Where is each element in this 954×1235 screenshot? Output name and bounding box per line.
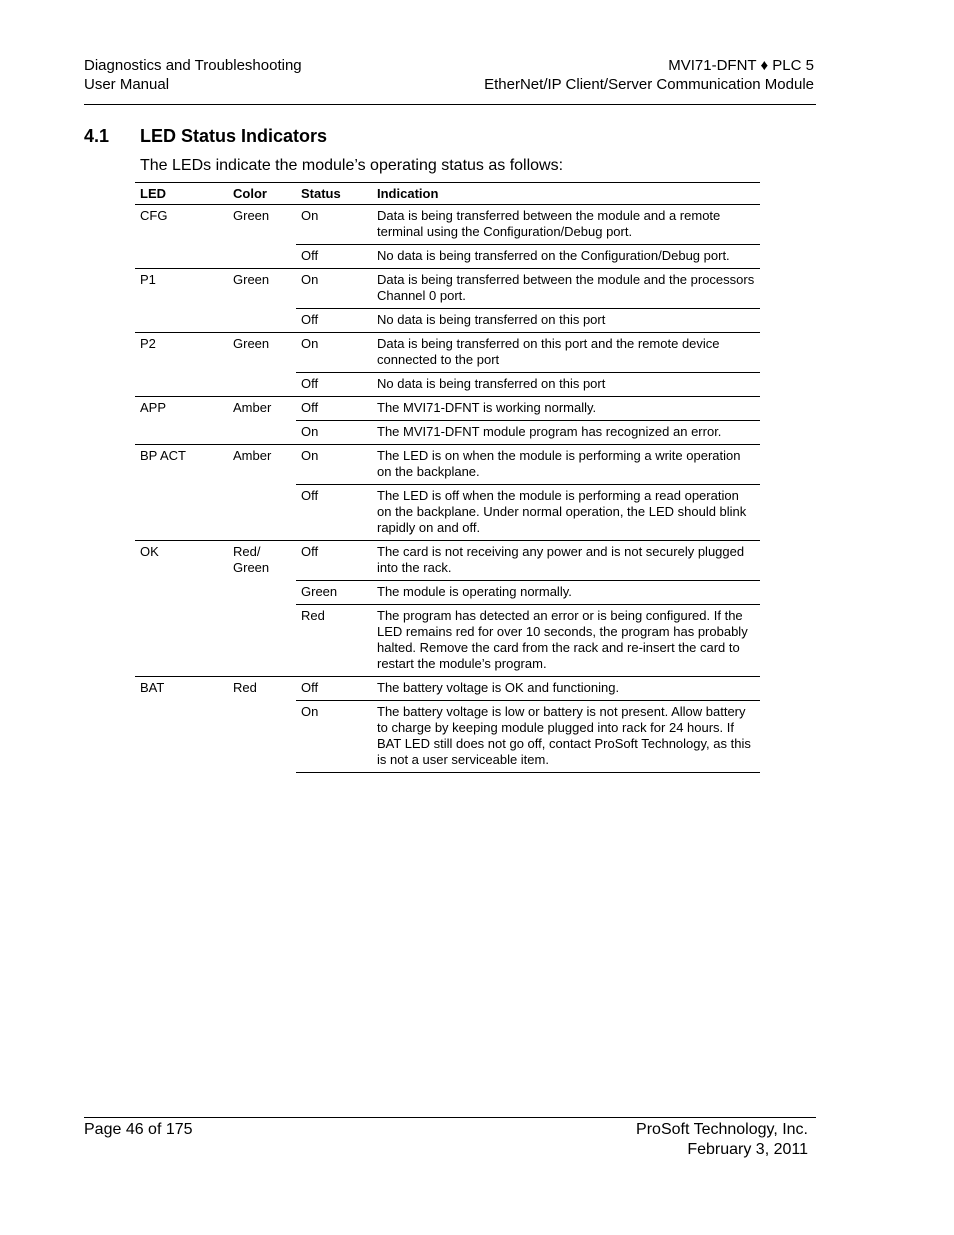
- running-header-right: [484, 56, 814, 94]
- footer-date: February 3, 2011: [687, 1141, 808, 1158]
- cell-color: Red/ Green: [228, 541, 296, 677]
- cell-color: Green: [228, 333, 296, 397]
- cell-status: Off: [296, 677, 372, 701]
- cell-indication: Data is being transferred between the module and the processors Channel 0 port.: [372, 269, 760, 309]
- cell-indication: No data is being transferred on the Configuration/Debug port.: [372, 245, 760, 269]
- cell-led: OK: [135, 541, 228, 677]
- footer-rule: [84, 1117, 816, 1118]
- table-row: [135, 205, 760, 245]
- led-status-table: [135, 182, 760, 773]
- intro-text: The LEDs indicate the module’s operating status as follows:: [140, 157, 564, 174]
- header-chapter: Diagnostics and Troubleshooting: [84, 57, 302, 74]
- header-product-desc: EtherNet/IP Client/Server Communication Module: [484, 76, 814, 93]
- table-row: [135, 541, 760, 581]
- cell-indication: The card is not receiving any power and is not securely plugged into the rack.: [372, 541, 760, 581]
- cell-indication: No data is being transferred on this port: [372, 309, 760, 333]
- cell-indication: The MVI71-DFNT is working normally.: [372, 397, 760, 421]
- cell-color: Green: [228, 269, 296, 333]
- col-header-led: LED: [135, 183, 228, 205]
- cell-status: On: [296, 445, 372, 485]
- cell-indication: Data is being transferred between the module and a remote terminal using the Configuration/Debug port.: [377, 208, 721, 239]
- table-row: [135, 333, 760, 373]
- cell-status: On: [296, 421, 372, 445]
- cell-status: On: [296, 701, 372, 773]
- cell-status: On: [296, 269, 372, 309]
- cell-color: Amber: [228, 397, 296, 445]
- cell-status: Off: [296, 541, 372, 581]
- cell-status: Off: [296, 373, 372, 397]
- cell-color: Green: [233, 208, 270, 223]
- cell-indication: No data is being transferred on this port: [372, 373, 760, 397]
- cell-color: Red: [228, 677, 296, 773]
- cell-status: Red: [296, 605, 372, 677]
- cell-status: Off: [296, 397, 372, 421]
- cell-indication: The LED is off when the module is performing a read operation on the backplane. Under normal operation, the LED should blink rapidly on and off.: [372, 485, 760, 541]
- header-product: MVI71-DFNT ♦ PLC 5: [668, 57, 814, 74]
- cell-led: BAT: [135, 677, 228, 773]
- cell-status: Off: [296, 485, 372, 541]
- section-number: 4.1: [84, 126, 110, 146]
- cell-led: P2: [135, 333, 228, 397]
- cell-status: Off: [296, 309, 372, 333]
- footer-company: ProSoft Technology, Inc.: [636, 1121, 808, 1138]
- table-header-row: [135, 183, 760, 205]
- col-header-status: Status: [296, 183, 372, 205]
- cell-indication: The battery voltage is low or battery is not present. Allow battery to charge by keeping module plugged into rack for 24 hours. If BAT LED still does not go off, contact ProSoft Technology, as this is not a user serviceable item.: [372, 701, 760, 773]
- cell-indication: The module is operating normally.: [372, 581, 760, 605]
- cell-led: P1: [135, 269, 228, 333]
- table-body: [135, 205, 760, 773]
- cell-indication: The LED is on when the module is performing a write operation on the backplane.: [372, 445, 760, 485]
- table-row: [135, 677, 760, 701]
- footer-right: [636, 1120, 808, 1160]
- cell-status: On: [296, 333, 372, 373]
- cell-indication: The MVI71-DFNT module program has recognized an error.: [372, 421, 760, 445]
- page-number: Page 46 of 175: [84, 1121, 193, 1138]
- cell-status: Green: [296, 581, 372, 605]
- cell-indication: The program has detected an error or is being configured. If the LED remains red for over 10 seconds, the program has probably halted. Remove the card from the rack and re-insert the card to restart the module’s program.: [372, 605, 760, 677]
- col-header-indication: Indication: [372, 183, 760, 205]
- cell-status: Off: [296, 245, 372, 269]
- header-rule: [84, 104, 816, 105]
- cell-color: Amber: [228, 445, 296, 541]
- section-title: LED Status Indicators: [140, 126, 328, 146]
- table-row: [135, 269, 760, 309]
- running-header-left: [84, 56, 302, 94]
- table-row: [135, 445, 760, 485]
- col-header-color: Color: [228, 183, 296, 205]
- cell-led: CFG: [140, 208, 168, 223]
- table-row: [135, 397, 760, 421]
- cell-led: APP: [135, 397, 228, 445]
- cell-led: BP ACT: [135, 445, 228, 541]
- cell-indication: The battery voltage is OK and functioning.: [372, 677, 760, 701]
- cell-status: On: [301, 208, 319, 223]
- cell-indication: Data is being transferred on this port and the remote device connected to the port: [372, 333, 760, 373]
- header-doc-type: User Manual: [84, 76, 170, 93]
